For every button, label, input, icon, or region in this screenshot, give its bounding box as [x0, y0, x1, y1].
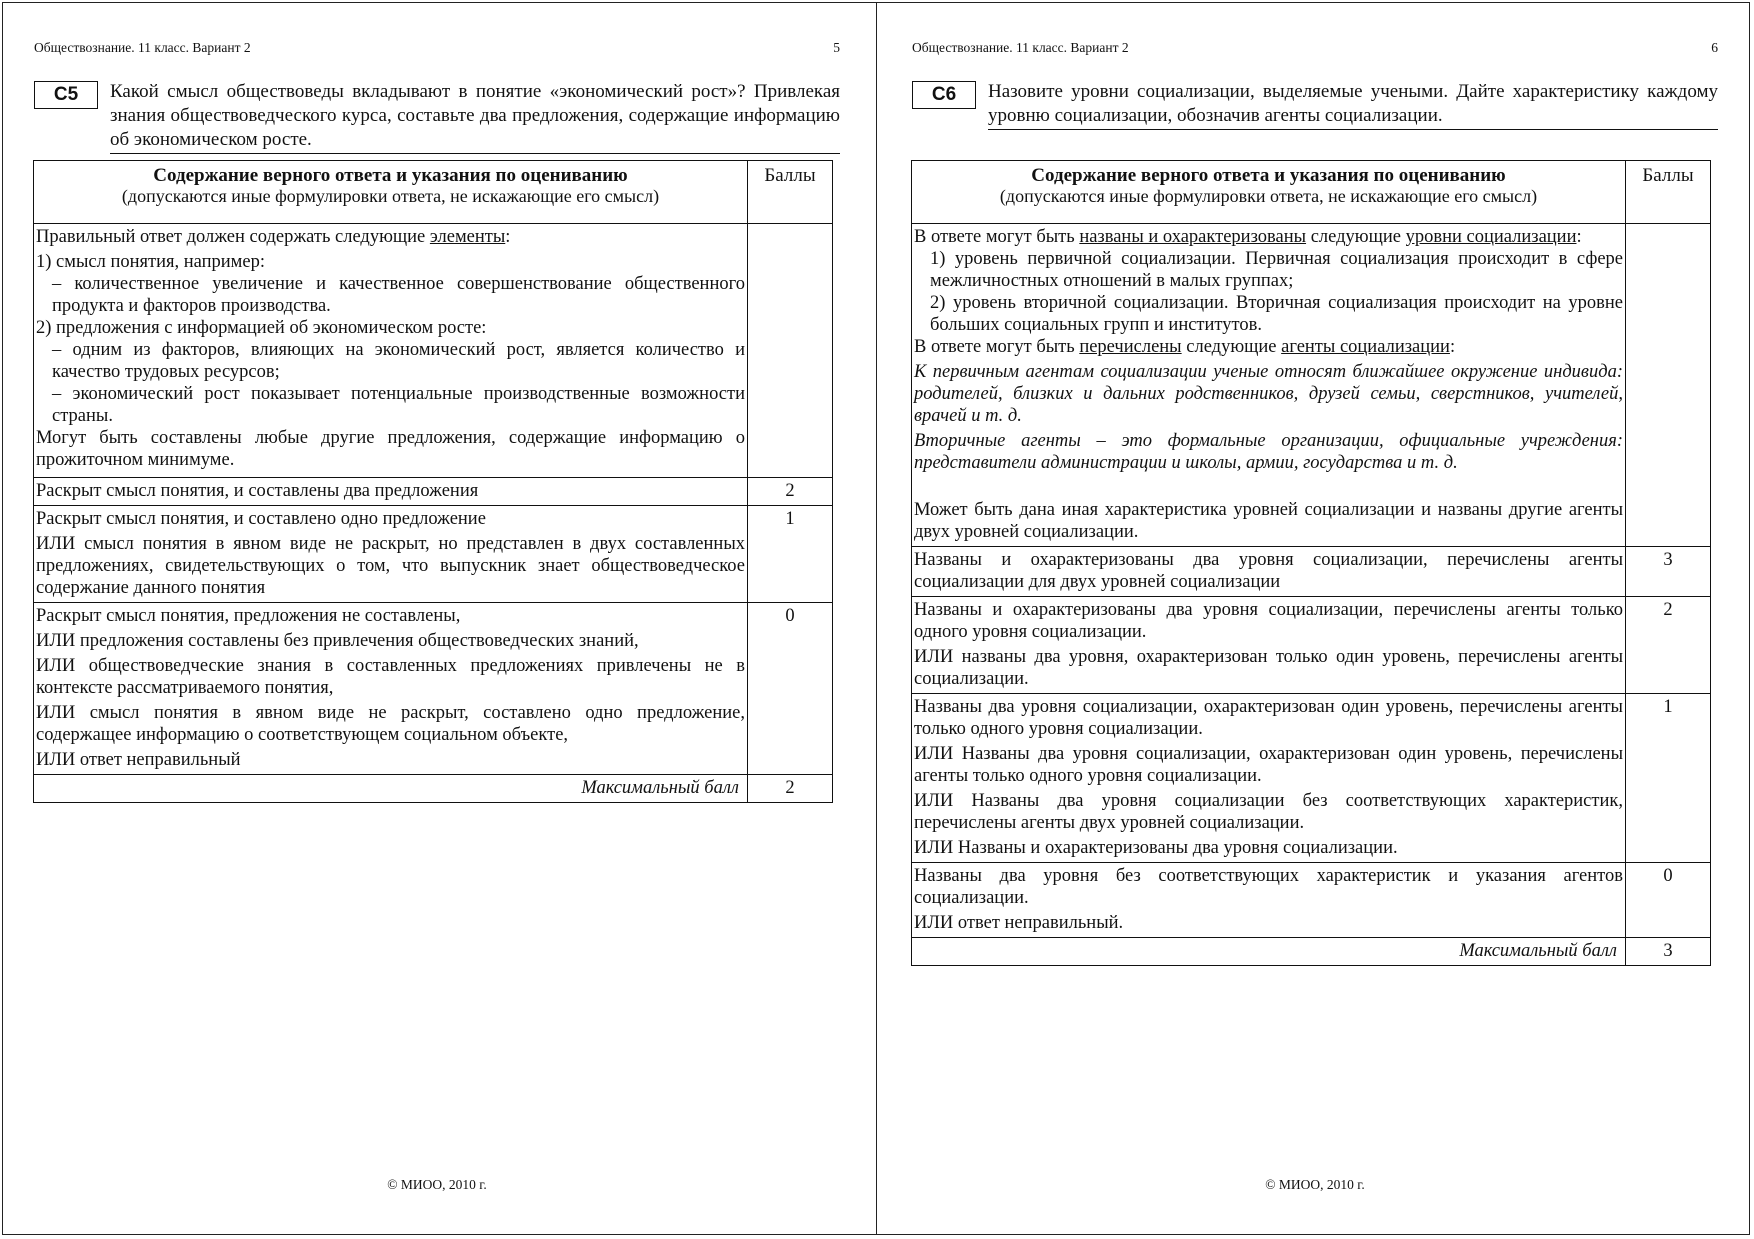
page-5: [34, 0, 840, 1239]
criteria-score: 2: [748, 478, 833, 506]
criteria-line: ИЛИ смысл понятия в явном виде не раскрыт, составлено одно предложение, содержащее информацию о соответствующем социальном объекте,: [36, 703, 745, 745]
text: Правильный ответ должен содержать следующие: [36, 227, 430, 247]
spacer: [914, 477, 1623, 499]
answer-score: [1626, 224, 1711, 547]
criteria-text: [912, 547, 1626, 597]
task-c6: [912, 80, 1718, 130]
criteria-line: ИЛИ Названы и охарактеризованы два уровня социализации.: [914, 838, 1398, 858]
answer-intro: [914, 226, 1623, 248]
criteria-line: ИЛИ предложения составлены без привлечения обществоведческих знаний,: [36, 631, 639, 651]
criteria-row-2: [912, 597, 1711, 694]
criteria-text: [34, 603, 748, 775]
header-title: Обществознание. 11 класс. Вариант 2: [912, 40, 1129, 55]
criteria-score: 1: [748, 506, 833, 603]
header-main: Содержание верного ответа и указания по оцениванию: [1031, 165, 1506, 186]
criteria-row-1: [912, 694, 1711, 863]
underlined-text: агенты социализации: [1281, 337, 1450, 357]
task-code-badge: С5: [34, 81, 98, 109]
criteria-line: Названы два уровня без соответствующих характеристик и указания агентов социализации.: [914, 866, 1623, 908]
criteria-score: 2: [1626, 597, 1711, 694]
rubric-header-row: [912, 161, 1711, 224]
answer-item-2: 2) предложения с информацией об экономическом росте:: [36, 318, 487, 338]
criteria-score: 0: [1626, 863, 1711, 938]
header-sub: (допускаются иные формулировки ответа, не искажающие его смысл): [999, 186, 1538, 206]
rubric-table-c5: [33, 160, 833, 803]
answer-note: Могут быть составлены любые другие предложения, содержащие информацию о прожиточном минимуме.: [36, 428, 745, 470]
underlined-text: перечислены: [1079, 337, 1182, 357]
criteria-row-2: [34, 478, 833, 506]
criteria-row-1: [34, 506, 833, 603]
answer-intro: [36, 226, 745, 248]
criteria-line: ИЛИ Названы два уровня социализации без соответствующих характеристик, перечислены агенты двух уровней социализации.: [914, 791, 1623, 833]
criteria-line: Названы два уровня социализации, охарактеризован один уровень, перечислены агенты только одного уровня социализации.: [914, 697, 1623, 739]
text: следующие: [1306, 227, 1406, 247]
answer-row: [912, 224, 1711, 547]
criteria-text: [912, 694, 1626, 863]
header-score: Баллы: [748, 161, 833, 224]
answer-row: [34, 224, 833, 478]
answer-score: [748, 224, 833, 478]
rubric-table-c6: [911, 160, 1711, 966]
underlined-text: уровни социализации: [1405, 227, 1577, 247]
text: В ответе могут быть: [914, 227, 1080, 247]
answer-item-1-detail: – количественное увеличение и качественное совершенствование общественного продукта и факторов производства.: [52, 274, 745, 316]
text: В ответе могут быть: [914, 337, 1080, 357]
underlined-text: названы и охарактеризованы: [1079, 227, 1307, 247]
max-score-value: 3: [1626, 938, 1711, 966]
answer-item-2b: – экономический рост показывает потенциальные производственные возможности страны.: [52, 384, 745, 426]
task-question: Назовите уровни социализации, выделяемые учеными. Дайте характеристику каждому уровню социализации, обозначив агенты социализации.: [988, 80, 1718, 130]
text: :: [1449, 337, 1456, 357]
text: :: [505, 227, 511, 247]
page-header: [912, 40, 1718, 56]
criteria-row-0: [34, 603, 833, 775]
max-score-value: 2: [748, 775, 833, 803]
header-main: Содержание верного ответа и указания по оцениванию: [153, 165, 628, 186]
answer-content: [912, 224, 1626, 547]
answer-note: Может быть дана иная характеристика уровней социализации и названы другие агенты двух уровней социализации.: [914, 500, 1623, 542]
agents-intro: [914, 336, 1623, 358]
page-divider: [876, 2, 877, 1235]
criteria-score: 0: [748, 603, 833, 775]
secondary-agents: Вторичные агенты – это формальные организации, официальные учреждения: представители администрации и школы, армии, государства и т. д.: [914, 431, 1623, 473]
criteria-line: Раскрыт смысл понятия, предложения не составлены,: [36, 606, 461, 626]
criteria-line: Названы и охарактеризованы два уровня социализации, перечислены агенты социализации для двух уровней социализации: [914, 550, 1623, 592]
criteria-text: [912, 597, 1626, 694]
criteria-row-3: [912, 547, 1711, 597]
level-2: 2) уровень вторичной социализации. Вторичная социализация происходит на уровне больших социальных групп и институтов.: [930, 293, 1623, 335]
criteria-text: [34, 478, 748, 506]
task-code-badge: С6: [912, 81, 976, 109]
criteria-line: Раскрыт смысл понятия, и составлены два предложения: [36, 481, 479, 501]
criteria-line: ИЛИ обществоведческие знания в составленных предложениях привлечены не в контексте рассматриваемого понятия,: [36, 656, 745, 698]
rubric-header-row: [34, 161, 833, 224]
underlined-text: элементы: [429, 227, 506, 247]
page-number: 5: [833, 40, 840, 55]
criteria-line: ИЛИ названы два уровня, охарактеризован только один уровень, перечислены агенты социализации.: [914, 647, 1623, 689]
max-score-row: [34, 775, 833, 803]
max-score-label: Максимальный балл: [912, 938, 1626, 966]
page-6: [912, 0, 1718, 1239]
page-header: [34, 40, 840, 56]
criteria-line: Раскрыт смысл понятия, и составлено одно предложение: [36, 509, 486, 529]
max-score-label: Максимальный балл: [34, 775, 748, 803]
criteria-line: Названы и охарактеризованы два уровня социализации, перечислены агенты только одного уровня социализации.: [914, 600, 1623, 642]
text: :: [1576, 227, 1582, 247]
primary-agents: К первичным агентам социализации ученые относят ближайшее окружение индивида: родителей, близких и дальних родственников, друзей семьи, сверстников, учителей, врачей и т. д.: [914, 362, 1623, 426]
rubric-header-content: [912, 161, 1626, 224]
criteria-line: ИЛИ смысл понятия в явном виде не раскрыт, но представлен в двух составленных предложениях, свидетельствующих о том, что выпускник знает обществоведческое содержание данного понятия: [36, 534, 745, 598]
page-footer: © МИОО, 2010 г.: [1265, 1177, 1365, 1192]
criteria-text: [912, 863, 1626, 938]
text: следующие: [1181, 337, 1282, 357]
criteria-text: [34, 506, 748, 603]
answer-content: [34, 224, 748, 478]
criteria-line: ИЛИ ответ неправильный: [36, 750, 241, 770]
page-number: 6: [1711, 40, 1718, 55]
header-sub: (допускаются иные формулировки ответа, не искажающие его смысл): [121, 186, 660, 206]
answer-item-1: 1) смысл понятия, например:: [36, 252, 265, 272]
rubric-header-content: [34, 161, 748, 224]
task-c5: [34, 80, 840, 154]
criteria-row-0: [912, 863, 1711, 938]
criteria-score: 1: [1626, 694, 1711, 863]
criteria-line: ИЛИ Названы два уровня социализации, охарактеризован один уровень, перечислены агенты только одного уровня социализации.: [914, 744, 1623, 786]
level-1: 1) уровень первичной социализации. Первичная социализация происходит в сфере межличностных отношений в малых группах;: [930, 249, 1623, 291]
criteria-score: 3: [1626, 547, 1711, 597]
page-footer: © МИОО, 2010 г.: [387, 1177, 487, 1192]
max-score-row: [912, 938, 1711, 966]
task-question: Какой смысл обществоведы вкладывают в понятие «экономический рост»? Привлекая знания обществоведческого курса, составьте два предложения, содержащие информацию об экономическом росте.: [110, 80, 840, 154]
header-title: Обществознание. 11 класс. Вариант 2: [34, 40, 251, 55]
header-score: Баллы: [1626, 161, 1711, 224]
answer-item-2a: – одним из факторов, влияющих на экономический рост, является количество и качество трудовых ресурсов;: [52, 340, 745, 382]
criteria-line: ИЛИ ответ неправильный.: [914, 913, 1124, 933]
